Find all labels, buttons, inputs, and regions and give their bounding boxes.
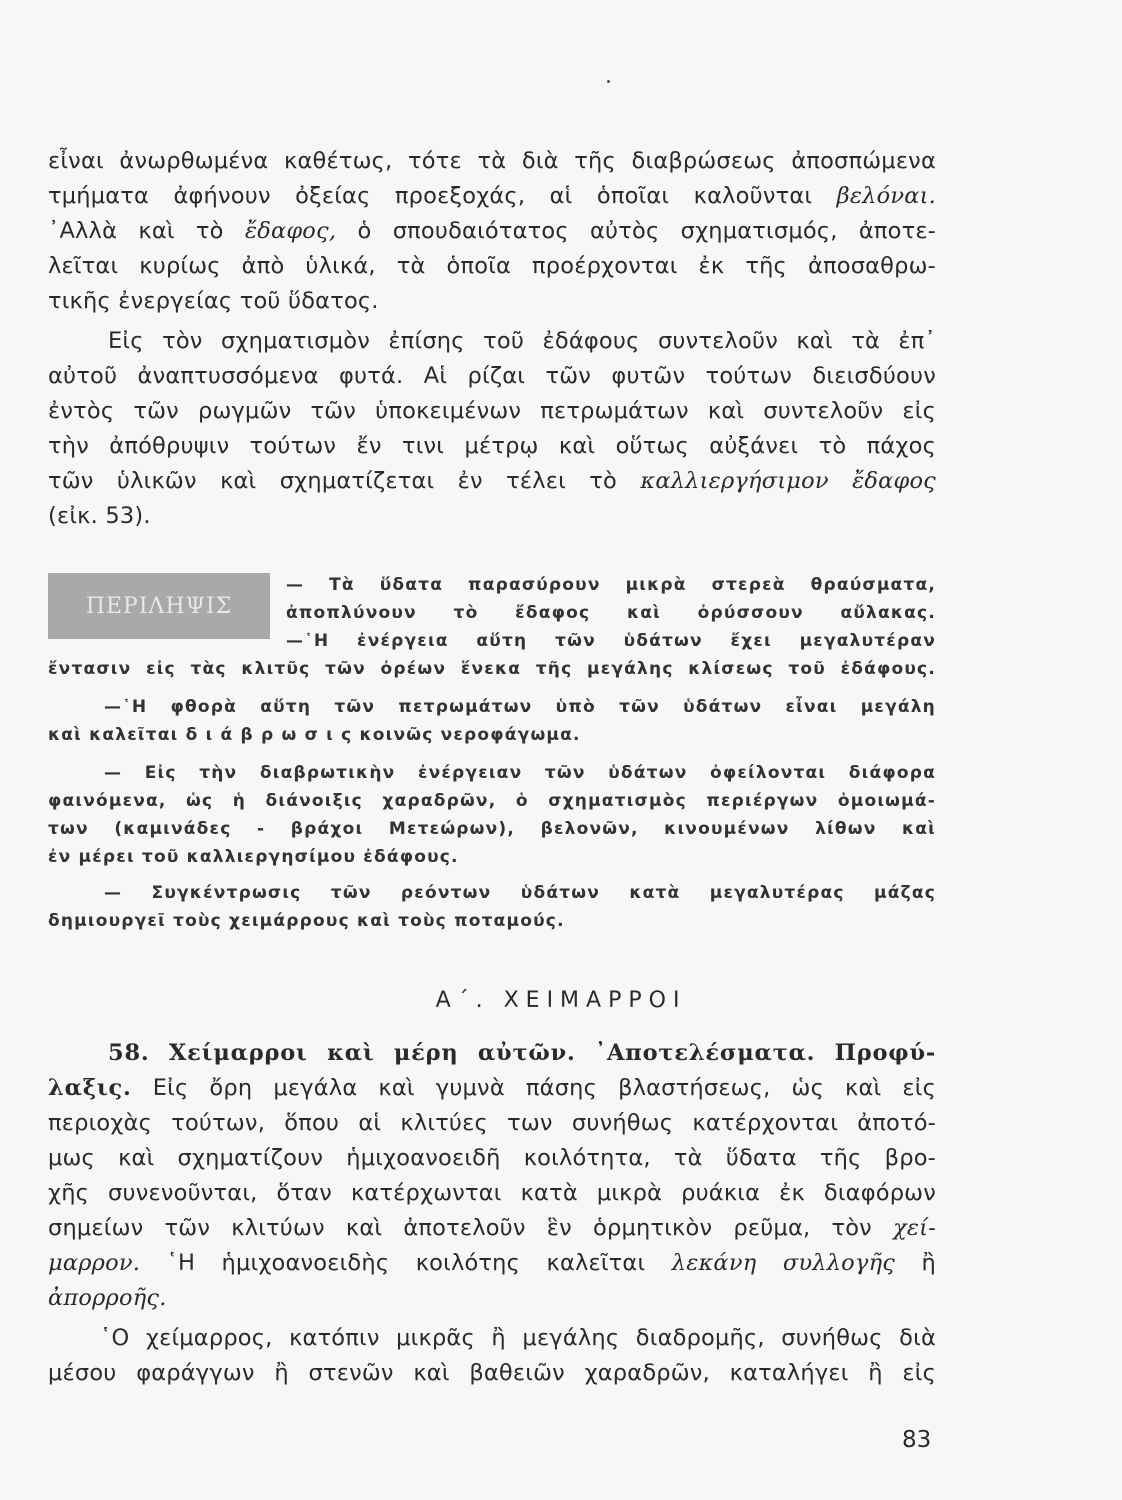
summary-line: — Εἰς τὴν διαβρωτικὴν ἐνέργειαν τῶν ὑδάτων ὀφείλονται διάφορα — [104, 763, 936, 783]
page-number: 83 — [902, 1427, 932, 1453]
text-line: λαξις. Εἰς ὄρη μεγάλα καὶ γυμνὰ πάσης βλαστήσεως, ὡς καὶ εἰς — [48, 1075, 937, 1101]
summary-line: δημιουργεῖ τοὺς χειμάρρους καὶ τοὺς ποταμούς. — [48, 911, 565, 931]
text-line: τικῆς ἐνεργείας τοῦ ὕδατος. — [48, 288, 379, 314]
text-line: χῆς συνενοῦνται, ὅταν κατέρχωνται κατὰ μικρὰ ρυάκια ἐκ διαφόρων — [48, 1180, 936, 1206]
text-line: εἶναι ἀνωρθωμένα καθέτως, τότε τὰ διὰ τῆς διαβρώσεως ἀποσπώμενα — [48, 148, 936, 174]
text-line: περιοχὰς τούτων, ὅπου αἱ κλιτύες των συνήθως κατέρχονται ἀποτό- — [48, 1110, 936, 1136]
text-line: Εἰς τὸν σχηματισμὸν ἐπίσης τοῦ ἐδάφους συντελοῦν καὶ τὰ ἐπ᾿ — [108, 328, 936, 354]
text-line: τῶν ὑλικῶν καὶ σχηματίζεται ἐν τέλει τὸ καλλιεργήσιμον ἔδαφος — [48, 468, 936, 494]
summary-line: —῾Η φθορὰ αὕτη τῶν πετρωμάτων ὑπὸ τῶν ὑδάτων εἶναι μεγάλη — [104, 697, 936, 717]
text-line: ῾Ο χείμαρρος, κατόπιν μικρᾶς ἢ μεγάλης διαδρομῆς, συνήθως διὰ — [100, 1325, 936, 1351]
text-line: τμήματα ἀφήνουν ὀξείας προεξοχάς, αἱ ὁποῖαι καλοῦνται βελόναι. — [48, 183, 936, 209]
section-heading: Α΄. ΧΕΙΜΑΡΡΟΙ — [435, 988, 687, 1013]
text-line: ἀπορροῆς. — [48, 1285, 167, 1311]
summary-label: ΠΕΡΙΛΗΨΙΣ — [85, 593, 233, 619]
summary-line: —῾Η ἐνέργεια αὕτη τῶν ὑδάτων ἔχει μεγαλυτέραν — [286, 631, 936, 651]
text-line: ᾿Αλλὰ καὶ τὸ ἔδαφος, ὁ σπουδαιότατος αὐτὸς σχηματισμός, ἀποτε- — [48, 218, 936, 244]
summary-line: καὶ καλεῖται δ ι ά β ρ ω σ ι ς κοινῶς νεροφάγωμα. — [48, 725, 581, 745]
summary-line: — Τὰ ὕδατα παρασύρουν μικρὰ στερεὰ θραύσματα, — [286, 575, 936, 595]
summary-line: ἀποπλύνουν τὸ ἔδαφος καὶ ὀρύσσουν αὔλακας. — [286, 603, 936, 623]
text-line: μως καὶ σχηματίζουν ἡμιχοανοειδῆ κοιλότητα, τὰ ὕδατα τῆς βρο- — [48, 1145, 936, 1171]
section-title-end: λαξις. — [48, 1075, 132, 1101]
text-line: (εἰκ. 53). — [48, 503, 151, 529]
text-line: τὴν ἀπόθρυψιν τούτων ἔν τινι μέτρῳ καὶ οὕτως αὐξάνει τὸ πάχος — [48, 433, 936, 459]
section-title: 58. Χείμαρροι καὶ μέρη αὐτῶν. ᾿Αποτελέσματα. Προφύ- — [108, 1040, 936, 1066]
text-line: σημείων τῶν κλιτύων καὶ ἀποτελοῦν ἓν ὁρμητικὸν ρεῦμα, τὸν χεί- — [48, 1215, 937, 1241]
text-line: μέσου φαράγγων ἢ στενῶν καὶ βαθειῶν χαραδρῶν, καταλήγει ἢ εἰς — [48, 1360, 936, 1386]
text-line: λεῖται κυρίως ἀπὸ ὑλικά, τὰ ὁποῖα προέρχονται ἐκ τῆς ἀποσαθρω- — [48, 253, 936, 279]
summary-label-box — [48, 573, 270, 639]
text-line: ἐντὸς τῶν ρωγμῶν τῶν ὑποκειμένων πετρωμάτων καὶ συντελοῦν εἰς — [48, 398, 936, 424]
summary-line: ἔντασιν εἰς τὰς κλιτῦς τῶν ὀρέων ἕνεκα τῆς μεγάλης κλίσεως τοῦ ἐδάφους. — [48, 659, 936, 679]
summary-line: των (καμινάδες - βράχοι Μετεώρων), βελονῶν, κινουμένων λίθων καὶ — [48, 819, 936, 839]
summary-line: ἐν μέρει τοῦ καλλιεργησίμου ἐδάφους. — [48, 847, 459, 867]
text-line: αὐτοῦ ἀναπτυσσόμενα φυτά. Αἱ ρίζαι τῶν φυτῶν τούτων διεισδύουν — [48, 363, 936, 389]
summary-line: — Συγκέντρωσις τῶν ρεόντων ὑδάτων κατὰ μεγαλυτέρας μάζας — [104, 883, 936, 903]
text-line: μαρρον. ῾Η ἡμιχοανοειδὴς κοιλότης καλεῖται λεκάνη συλλογῆς ἢ — [48, 1250, 936, 1276]
summary-line: φαινόμενα, ὡς ἡ διάνοιξις χαραδρῶν, ὁ σχηματισμὸς περιέργων ὁμοιωμά- — [48, 791, 936, 811]
speck — [607, 80, 610, 83]
